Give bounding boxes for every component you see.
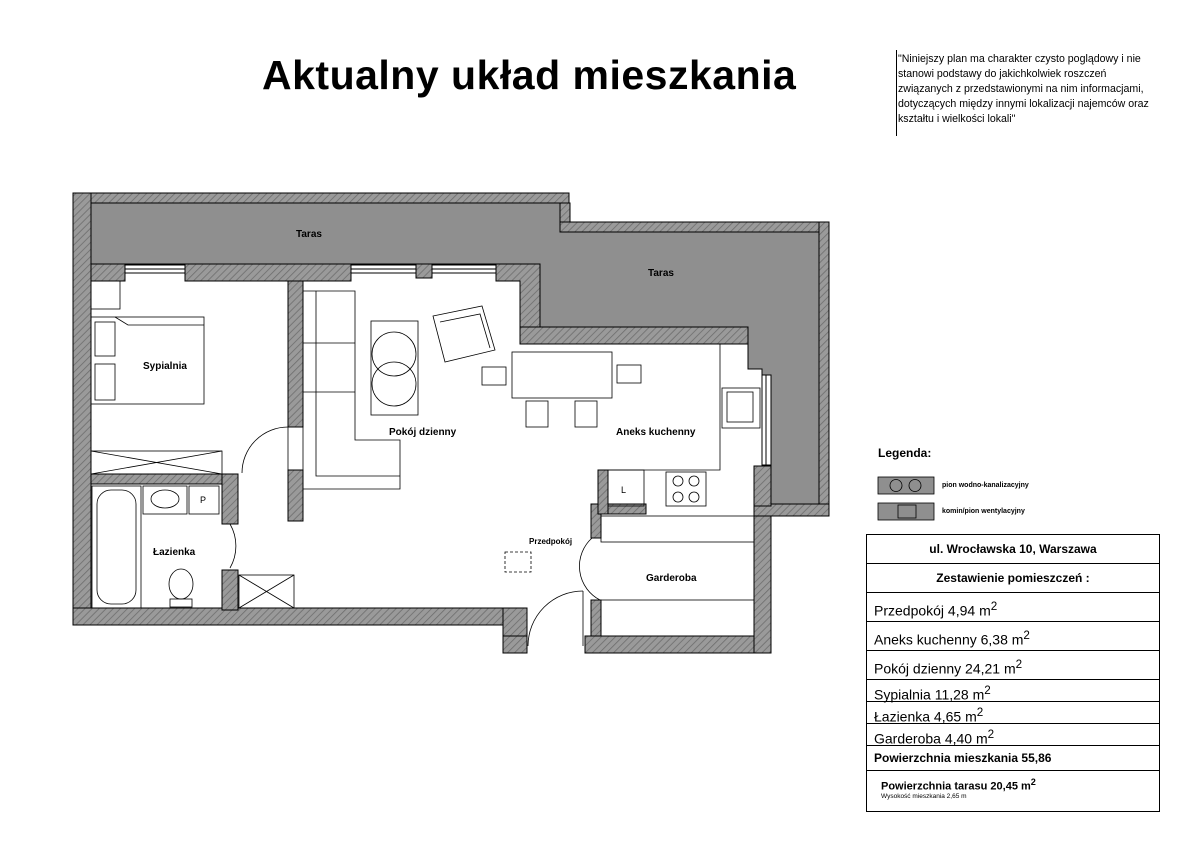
sink-icon: [143, 486, 187, 514]
room-label-lazienka: Łazienka: [153, 547, 196, 558]
room-area-row: Aneks kuchenny 6,38 $m^2$: [867, 622, 1159, 651]
room-area-row: Garderoba 4,40 $m^2$: [867, 724, 1159, 746]
room-area-row: Sypialnia 11,28 $m^2$: [867, 680, 1159, 702]
room-label-pokoj: Pokój dzienny: [389, 427, 457, 438]
wardrobe-icon: [91, 451, 222, 474]
legend-item-chimney: komin/pion wentylacyjny: [942, 508, 1025, 515]
disclaimer-text: "Niniejszy plan ma charakter czysto poglądowy i nie stanowi podstawy do jakichkolwiek roszczeń związanych z przedstawionymi na nim informacjami, dotyczących między innymi lokalizacji najemców oraz kształtu i wielkości lokali": [898, 53, 1149, 125]
armchair-icon: [433, 306, 495, 362]
terrace-area-info: Powierzchnia tarasu 20,45 $m^2$ Wysokość mieszkania 2,65 m: [867, 771, 1159, 811]
room-summary-table: [866, 534, 1160, 812]
legend-item-plumbing: pion wodno-kanalizacyjny: [942, 482, 1029, 489]
square-icon: [878, 503, 934, 520]
washer-label: P: [200, 495, 207, 505]
legend-title: Legenda:: [878, 446, 932, 460]
apartment-height: Wysokość mieszkania 2,65 m: [881, 792, 967, 800]
page-title: Aktualny układ mieszkania: [262, 52, 797, 98]
room-label-garderoba: Garderoba: [646, 573, 697, 584]
room-area-row: Łazienka 4,65 $m^2$: [867, 702, 1159, 724]
terrace-area: [91, 203, 819, 504]
room-label-sypialnia: Sypialnia: [143, 361, 187, 372]
room-label-aneks: Aneks kuchenny: [616, 427, 696, 438]
summary-heading: Zestawienie pomieszczeń :: [867, 564, 1159, 593]
fridge-label: L: [621, 485, 627, 495]
room-label-taras-1: Taras: [296, 229, 322, 240]
room-area-row: Pokój dzienny 24,21 $m^2$: [867, 651, 1159, 680]
room-label-taras-2: Taras: [648, 268, 674, 279]
room-area-row: Przedpokój 4,94 $m^2$: [867, 593, 1159, 622]
total-area: Powierzchnia mieszkania 55,86: [867, 746, 1159, 771]
bathtub-icon: [92, 486, 141, 608]
address: ul. Wrocławska 10, Warszawa: [867, 535, 1159, 564]
coffee-table-icon: [371, 321, 418, 415]
dining-table-icon: [482, 352, 641, 427]
room-label-przedpokoj: Przedpokój: [529, 537, 573, 546]
toilet-icon: [169, 569, 193, 607]
two-circles-icon: [878, 477, 934, 494]
kitchen-counter-icon: [608, 344, 760, 506]
bathroom-shaft-icon: [239, 575, 294, 608]
column-marker-icon: [505, 552, 531, 572]
bedroom-shelf-icon: [91, 281, 120, 309]
terrace-area-value: Powierzchnia tarasu 20,45 m: [881, 780, 1031, 793]
